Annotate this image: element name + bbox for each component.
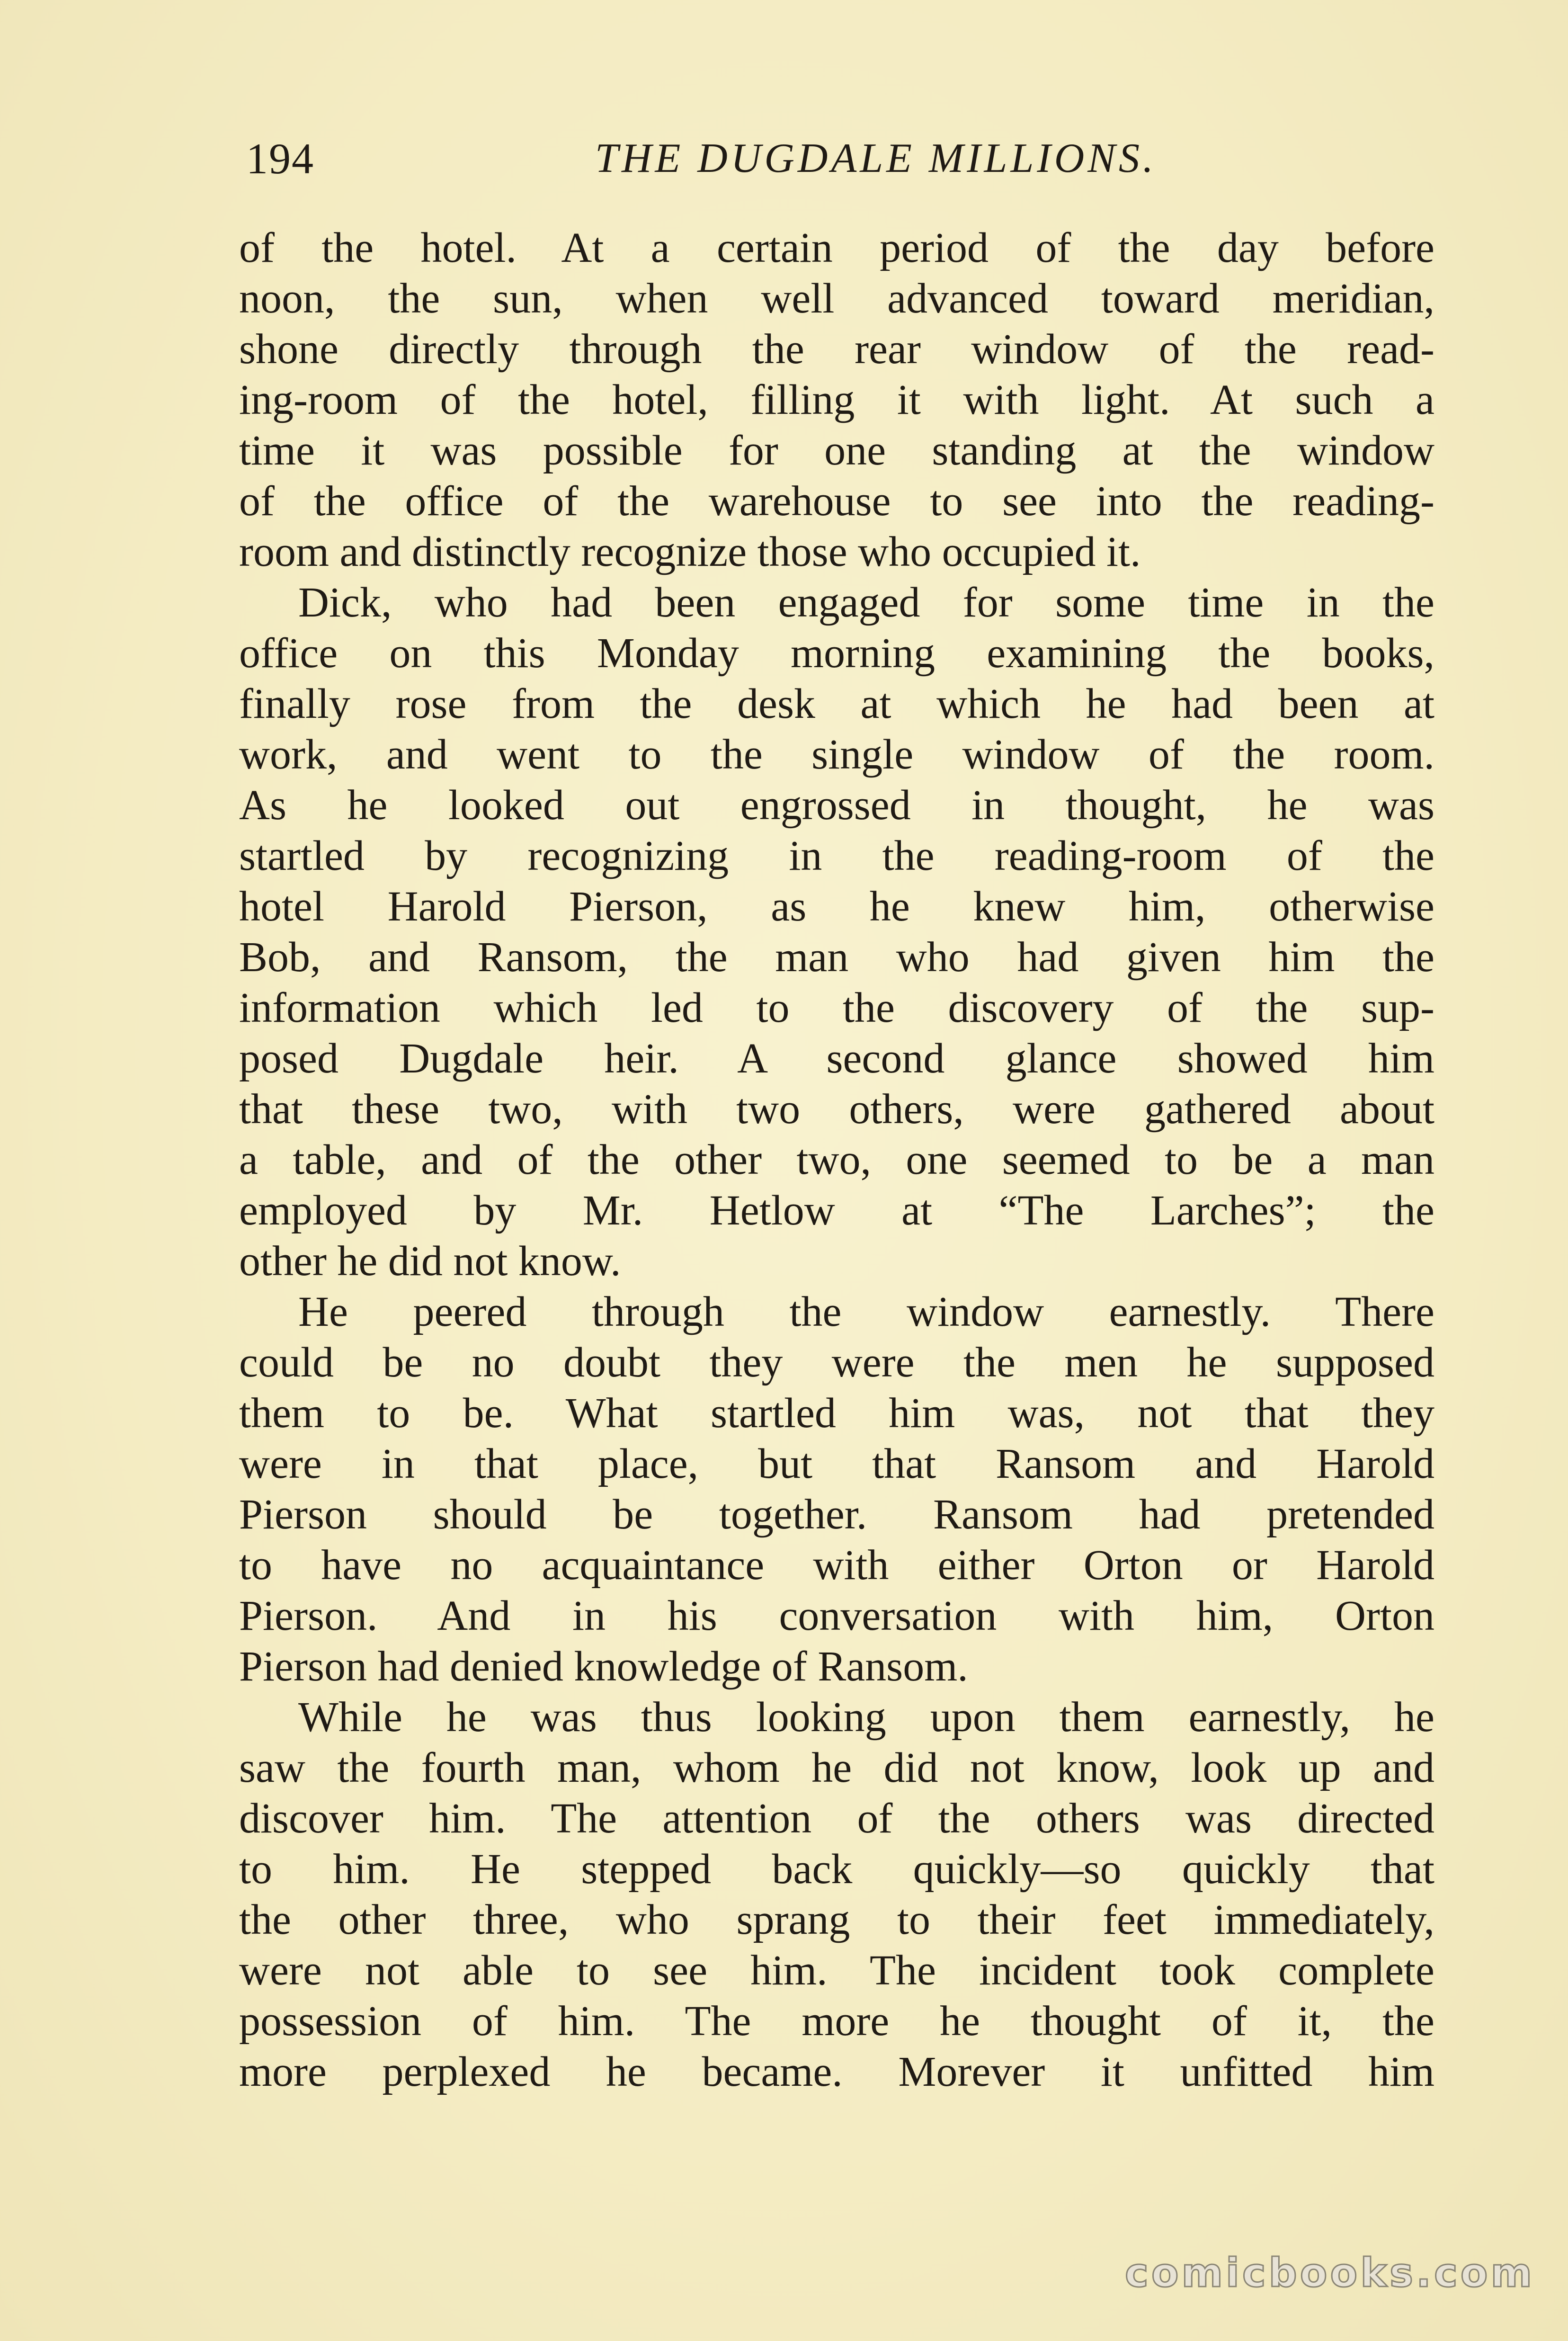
text-line: Pierson had denied knowledge of Ransom. [239,1643,968,1690]
page-number: 194 [246,134,314,183]
text-line: finally rose from the desk at which he had been at [239,680,1434,727]
text-line: Bob, and Ransom, the man who had given him the [239,934,1434,981]
text-line: of the hotel. At a certain period of the day before [239,224,1434,271]
text-line: employed by Mr. Hetlow at “The Larches”; the [239,1187,1434,1234]
text-line: Pierson should be together. Ransom had pretended [239,1491,1434,1538]
watermark-logo: comicbooks.com [1125,2250,1535,2296]
text-line: discover him. The attention of the others was directed [239,1795,1434,1842]
text-line: a table, and of the other two, one seemed to be a man [239,1136,1434,1183]
text-line: them to be. What startled him was, not that they [239,1390,1434,1437]
text-line: of the office of the warehouse to see into the reading- [239,478,1434,525]
text-line: startled by recognizing in the reading-room of the [239,832,1434,879]
text-line: the other three, who sprang to their feet immediately, [239,1896,1434,1943]
text-line: Dick, who had been engaged for some time in the [298,579,1434,626]
text-line: room and distinctly recognize those who occupied it. [239,528,1141,575]
text-line: hotel Harold Pierson, as he knew him, otherwise [239,883,1434,930]
text-line: to him. He stepped back quickly—so quickly that [239,1846,1434,1893]
text-line: Pierson. And in his conversation with him, Orton [239,1592,1434,1639]
text-line: As he looked out engrossed in thought, he was [239,782,1434,829]
text-line: saw the fourth man, whom he did not know, look up and [239,1744,1434,1791]
text-line: He peered through the window earnestly. There [298,1288,1434,1335]
body-text [239,223,1434,2097]
text-line: posed Dugdale heir. A second glance showed him [239,1035,1434,1082]
text-line: time it was possible for one standing at the window [239,427,1434,474]
running-title: THE DUGDALE MILLIONS. [595,135,1157,181]
text-line: to have no acquaintance with either Orton or Harold [239,1542,1434,1589]
text-line: work, and went to the single window of the room. [239,731,1434,778]
text-line: could be no doubt they were the men he supposed [239,1339,1434,1386]
text-line: were in that place, but that Ransom and Harold [239,1440,1434,1487]
text-line: information which led to the discovery of the sup- [239,984,1434,1031]
text-line: other he did not know. [239,1238,621,1285]
text-line: noon, the sun, when well advanced toward meridian, [239,275,1434,322]
text-line: more perplexed he became. Morever it unfitted him [239,2048,1434,2095]
text-line: that these two, with two others, were gathered about [239,1086,1434,1133]
text-line: ing-room of the hotel, filling it with light. At such a [239,376,1434,423]
text-line: possession of him. The more he thought of it, the [239,1998,1434,2045]
text-line: shone directly through the rear window of the read- [239,326,1434,373]
text-line: office on this Monday morning examining the books, [239,630,1434,677]
text-line: were not able to see him. The incident took complete [239,1947,1434,1994]
page-header [246,128,1439,189]
text-line: While he was thus looking upon them earnestly, he [298,1694,1434,1741]
